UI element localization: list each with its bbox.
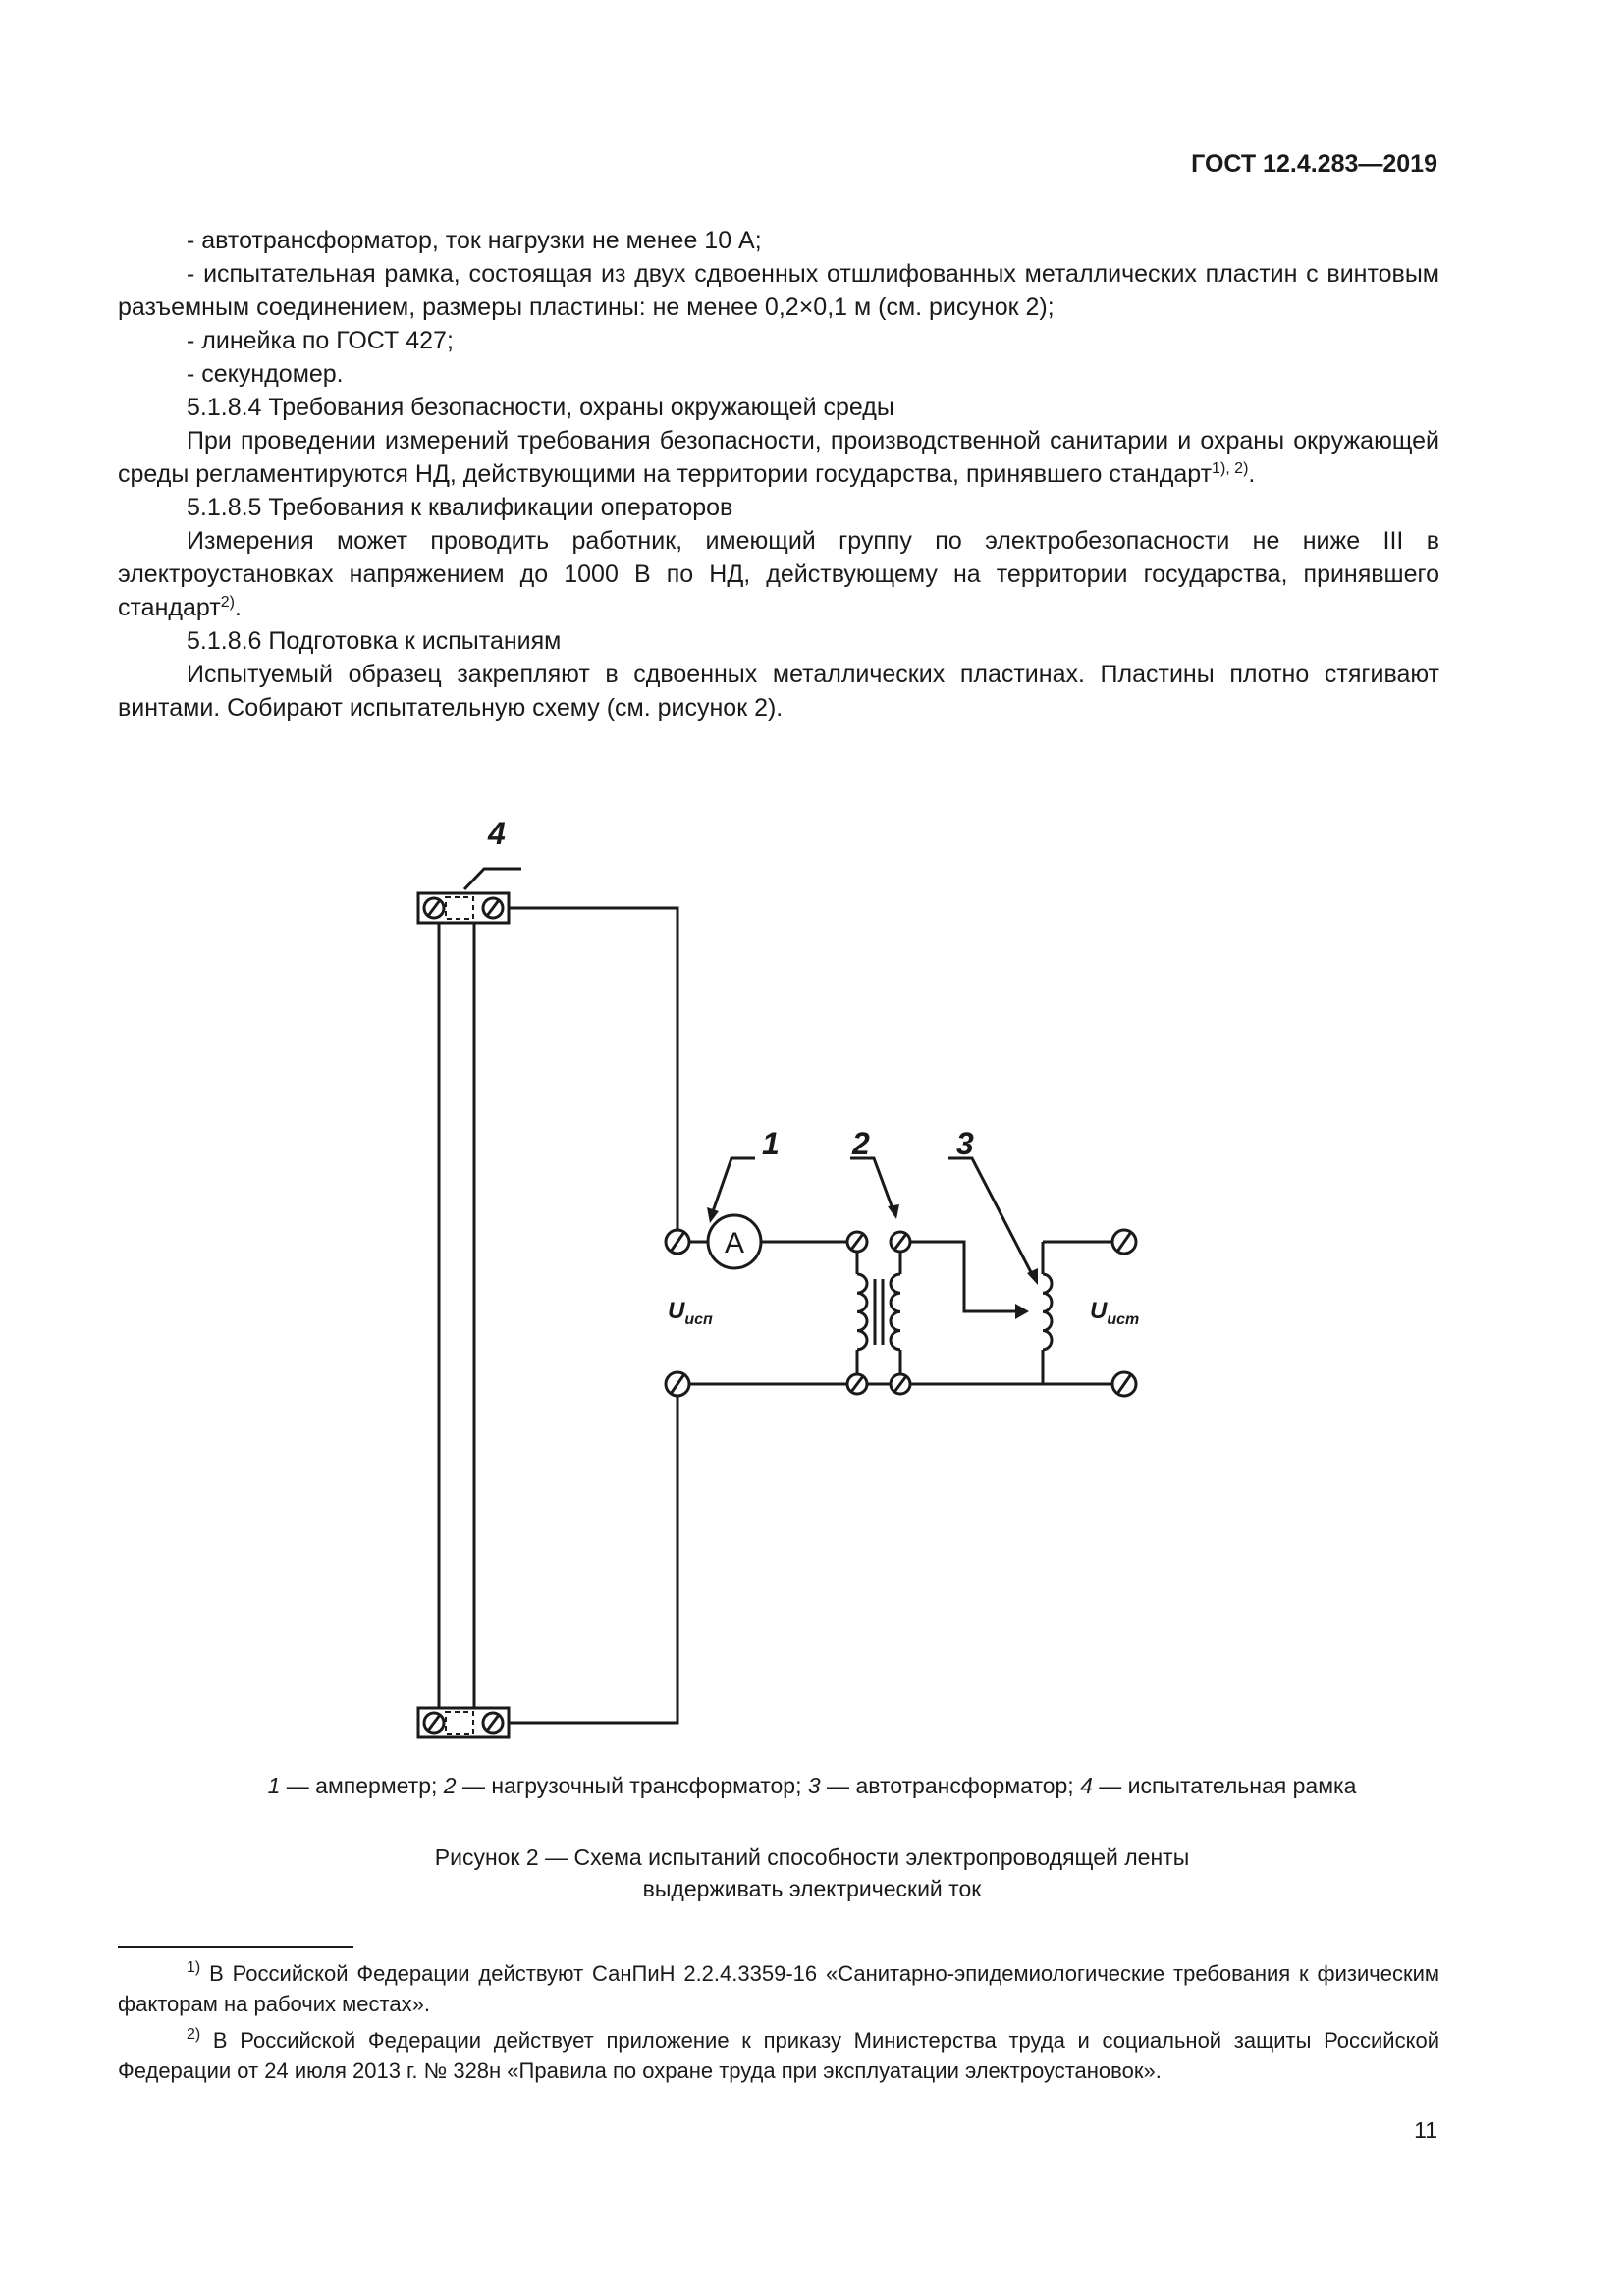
list-item-ruler: - линейка по ГОСТ 427; xyxy=(187,327,454,354)
voltage-label-source: $U_{ист}$ xyxy=(1090,1298,1140,1328)
list-item-autotransformer: - автотрансформатор, ток нагрузки не менее 10 А; xyxy=(187,227,762,254)
section-heading-5-1-8-5: 5.1.8.5 Требования к квалификации операторов xyxy=(187,494,733,521)
wire-secondary-tap xyxy=(906,1242,1021,1311)
test-circuit-diagram xyxy=(393,805,1178,1747)
list-item-test-frame: - испытательная рамка, состоящая из двух сдвоенных отшлифованных металлических пластин с винтовым разъемным соединением, размеры пластины: не менее 0,2×0,1 м (см. рисунок 2); xyxy=(118,260,1439,321)
section-heading-5-1-8-4: 5.1.8.4 Требования безопасности, охраны окружающей среды xyxy=(187,394,894,421)
leader-4 xyxy=(464,869,521,889)
page-number: 11 xyxy=(1414,2117,1437,2143)
arrow-leader-2-head xyxy=(888,1204,899,1219)
paragraph-qualification: Измерения может проводить работник, имеющий группу по электробезопасности не ниже III в электроустановках напряжением до 1000 В по НД, действующему на территории государства, принявшего стандарт$^{2)}$. xyxy=(118,527,1439,621)
wire-frame-top xyxy=(509,908,677,1242)
callout-4: 4 xyxy=(488,816,506,851)
wire-frame-bottom xyxy=(509,1384,677,1723)
footnote-ref: 1), 2) xyxy=(1212,460,1249,477)
footnote-ref: 2) xyxy=(220,594,235,611)
paragraph-safety: При проведении измерений требования безопасности, производственной санитарии и охраны окружающей среды регламентируются НД, действующими на территории государства, принявшего стандарт$^{1), 2)}$. xyxy=(118,427,1439,488)
footnotes xyxy=(118,1958,1439,2092)
list-item-stopwatch: - секундомер. xyxy=(187,360,344,388)
callout-3: 3 xyxy=(956,1126,974,1161)
section-heading-5-1-8-6: 5.1.8.6 Подготовка к испытаниям xyxy=(187,627,562,655)
transformer-secondary-coil xyxy=(891,1274,900,1350)
paragraph-preparation: Испытуемый образец закрепляют в сдвоенных металлических пластинах. Пластины плотно стягивают винтами. Собирают испытательную схему (см. рисунок 2). xyxy=(118,661,1439,721)
footnote-2: $^{2)}$ В Российской Федерации действует приложение к приказу Министерства труда и социальной защиты Российской Федерации от 24 июля 2013 г. № 328н «Правила по охране труда при эксплуатации электроустановок». xyxy=(118,2026,1439,2083)
callout-2: 2 xyxy=(852,1126,870,1161)
figure-legend: 1 — амперметр; 2 — нагрузочный трансформатор; 3 — автотрансформатор; 4 — испытательная рамка xyxy=(267,1773,1357,1798)
voltage-label-test: $U_{исп}$ xyxy=(668,1298,713,1328)
standard-header: ГОСТ 12.4.283—2019 xyxy=(1191,150,1437,178)
leader-2 xyxy=(850,1158,893,1211)
footnote-1: $^{1)}$ В Российской Федерации действуют СанПиН 2.2.4.3359-16 «Санитарно-эпидемиологические требования к физическим факторам на рабочих местах». xyxy=(118,1959,1439,2016)
callout-1: 1 xyxy=(762,1126,780,1161)
transformer-primary-coil xyxy=(857,1274,867,1350)
figure-caption xyxy=(0,1842,1624,1904)
figure-caption-line-2: выдерживать электрический ток xyxy=(642,1876,982,1901)
leader-3 xyxy=(948,1158,1033,1276)
autotransformer-coil xyxy=(1043,1274,1052,1350)
ammeter-letter: A xyxy=(724,1227,745,1259)
leader-1 xyxy=(712,1158,755,1214)
arrow-3-head xyxy=(1015,1304,1029,1319)
figure-caption-line-1: Рисунок 2 — Схема испытаний способности электропроводящей ленты xyxy=(434,1844,1190,1870)
footnote-separator xyxy=(118,1946,353,1948)
body-text xyxy=(118,224,1439,724)
